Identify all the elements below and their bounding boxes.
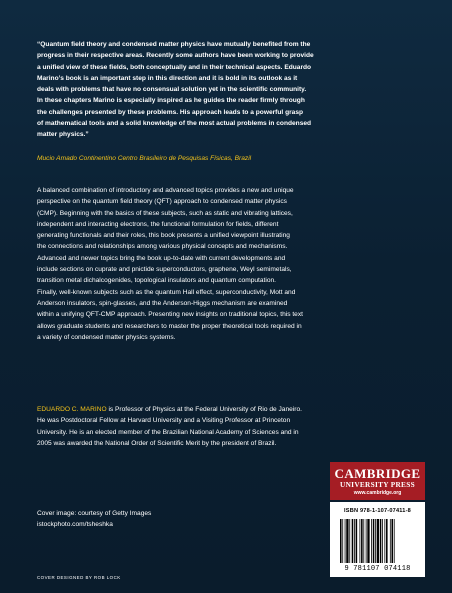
description-line: perspective on the quantum field theory (QFT) approach to condensed matter physics: [37, 198, 287, 206]
barcode-bar: [342, 519, 343, 563]
isbn-label: ISBN 978-1-107-07411-8: [344, 508, 411, 514]
quote-line: the challenges presented by these problems. His approach leads to a powerful grasp: [37, 108, 304, 116]
barcode-bar: [346, 519, 348, 563]
description-line: a variety of condensed matter physics systems.: [37, 333, 176, 341]
quote-line: Marino’s book is an important step in this direction and it is bold in its outlook as it: [37, 74, 298, 82]
author-bio-line: University. He is an elected member of the Brazilian National Academy of Sciences and in: [37, 428, 299, 436]
quote-line: “Quantum field theory and condensed matter physics have mutually benefited from the: [37, 41, 311, 48]
description-line: Finally, well-known subjects such as the quantum Hall effect, superconductivity, Mott and: [37, 288, 296, 296]
description-line: allows graduate students and researchers to master the proper theoretical tools required in: [37, 322, 302, 330]
barcode-bar: [349, 519, 350, 563]
author-bio-line: He was Postdoctoral Fellow at Harvard University and a Visiting Professor at Princeton: [37, 417, 291, 425]
description-line: A balanced combination of introductory and advanced topics provides a new and unique: [37, 187, 294, 194]
barcode-bar: [386, 519, 388, 563]
barcode-bar: [375, 519, 376, 563]
author-bio-line: 2005 was awarded the National Order of Scientific Merit by the president of Brazil.: [37, 439, 277, 447]
barcode-number: 9 781107 074118: [344, 565, 411, 573]
cover-image-credit: Cover image: courtesy of Getty Images: [37, 510, 152, 517]
barcode-bar: [384, 519, 385, 563]
barcode-bar: [394, 519, 395, 563]
barcode-bar: [360, 519, 361, 563]
barcode-bar: [373, 519, 375, 563]
cover-designer-credit: COVER DESIGNED BY ROB LOCK: [37, 575, 121, 580]
barcode-bar: [352, 519, 354, 563]
barcode-bar: [345, 519, 346, 563]
barcode-bar: [390, 519, 391, 563]
description-line: within a unifying QFT-CMP approach. Presenting new insights on traditional topics, this text: [37, 311, 303, 319]
image-credits: [37, 508, 151, 530]
quote-line: of mathematical tools and a solid knowledge of the most actual problems in condensed: [37, 120, 312, 128]
quote-line: a unified view of these fields, both conceptually and in their technical aspects. Eduardo: [37, 63, 312, 71]
barcode-bar: [382, 519, 383, 563]
publisher-press: UNIVERSITY PRESS: [340, 480, 415, 489]
endorsement-quote: [37, 39, 417, 141]
barcode-bar: [366, 519, 367, 563]
description-line: independent and interacting electrons, the functional formulation for fields, different: [37, 220, 279, 228]
publisher-url: www.cambridge.org: [353, 490, 402, 496]
barcode-panel: [330, 502, 425, 577]
description-line: (CMP). Beginning with the basics of these subjects, such as static and vibrating lattices,: [37, 209, 293, 217]
author-bio-text: is Professor of Physics at the Federal University of Rio de Janeiro.: [106, 406, 302, 413]
description-line: Anderson insulators, spin-glasses, and the Anderson-Higgs mechanism are examined: [37, 299, 288, 307]
barcode-bar: [371, 519, 372, 563]
barcode-bar: [340, 519, 342, 563]
quote-line: progress in their respective areas. Recently some authors have been working to provide: [37, 52, 314, 60]
barcode-bar: [391, 519, 393, 563]
description-line: transition metal dichalcogenides, topological insulators and quantum computation.: [37, 277, 276, 285]
barcode-bar: [354, 519, 355, 563]
quote-line: In these chapters Marino is especially inspired as he guides the reader firmly through: [37, 97, 305, 105]
barcode-bar: [377, 519, 379, 563]
barcode-bar: [380, 519, 382, 563]
barcode-bar: [361, 519, 363, 563]
description-line: generating functionals and their roles, this book presents a unified viewpoint illustrating: [37, 232, 290, 240]
description-line: the connections and relationships among various physical concepts and mechanisms.: [37, 243, 288, 251]
barcode-icon: [340, 519, 415, 563]
publisher-logo: [330, 462, 425, 500]
author-name: EDUARDO C. MARINO: [37, 406, 107, 413]
quote-attribution: Mucio Amado Continentino Centro Brasileiro de Pesquisas Físicas, Brazil: [37, 155, 252, 162]
author-bio-first-line: [37, 404, 417, 415]
description-line: include sections on cuprate and pnictide superconductors, graphene, Weyl semimetals,: [37, 266, 292, 274]
barcode-bar: [367, 519, 369, 563]
barcode-bar: [356, 519, 358, 563]
publisher-name: CAMBRIDGE: [334, 466, 421, 481]
description-line: Advanced and newer topics bring the book up-to-date with current developments and: [37, 254, 286, 262]
book-description: [37, 185, 417, 343]
image-source-credit: istockphoto.com/tsheshka: [37, 521, 113, 528]
barcode-bar: [363, 519, 364, 563]
quote-line: matter physics.”: [37, 131, 89, 139]
author-bio: [37, 404, 417, 449]
quote-line: deals with problems that have no consensual solution yet in the scientific community.: [37, 86, 307, 94]
